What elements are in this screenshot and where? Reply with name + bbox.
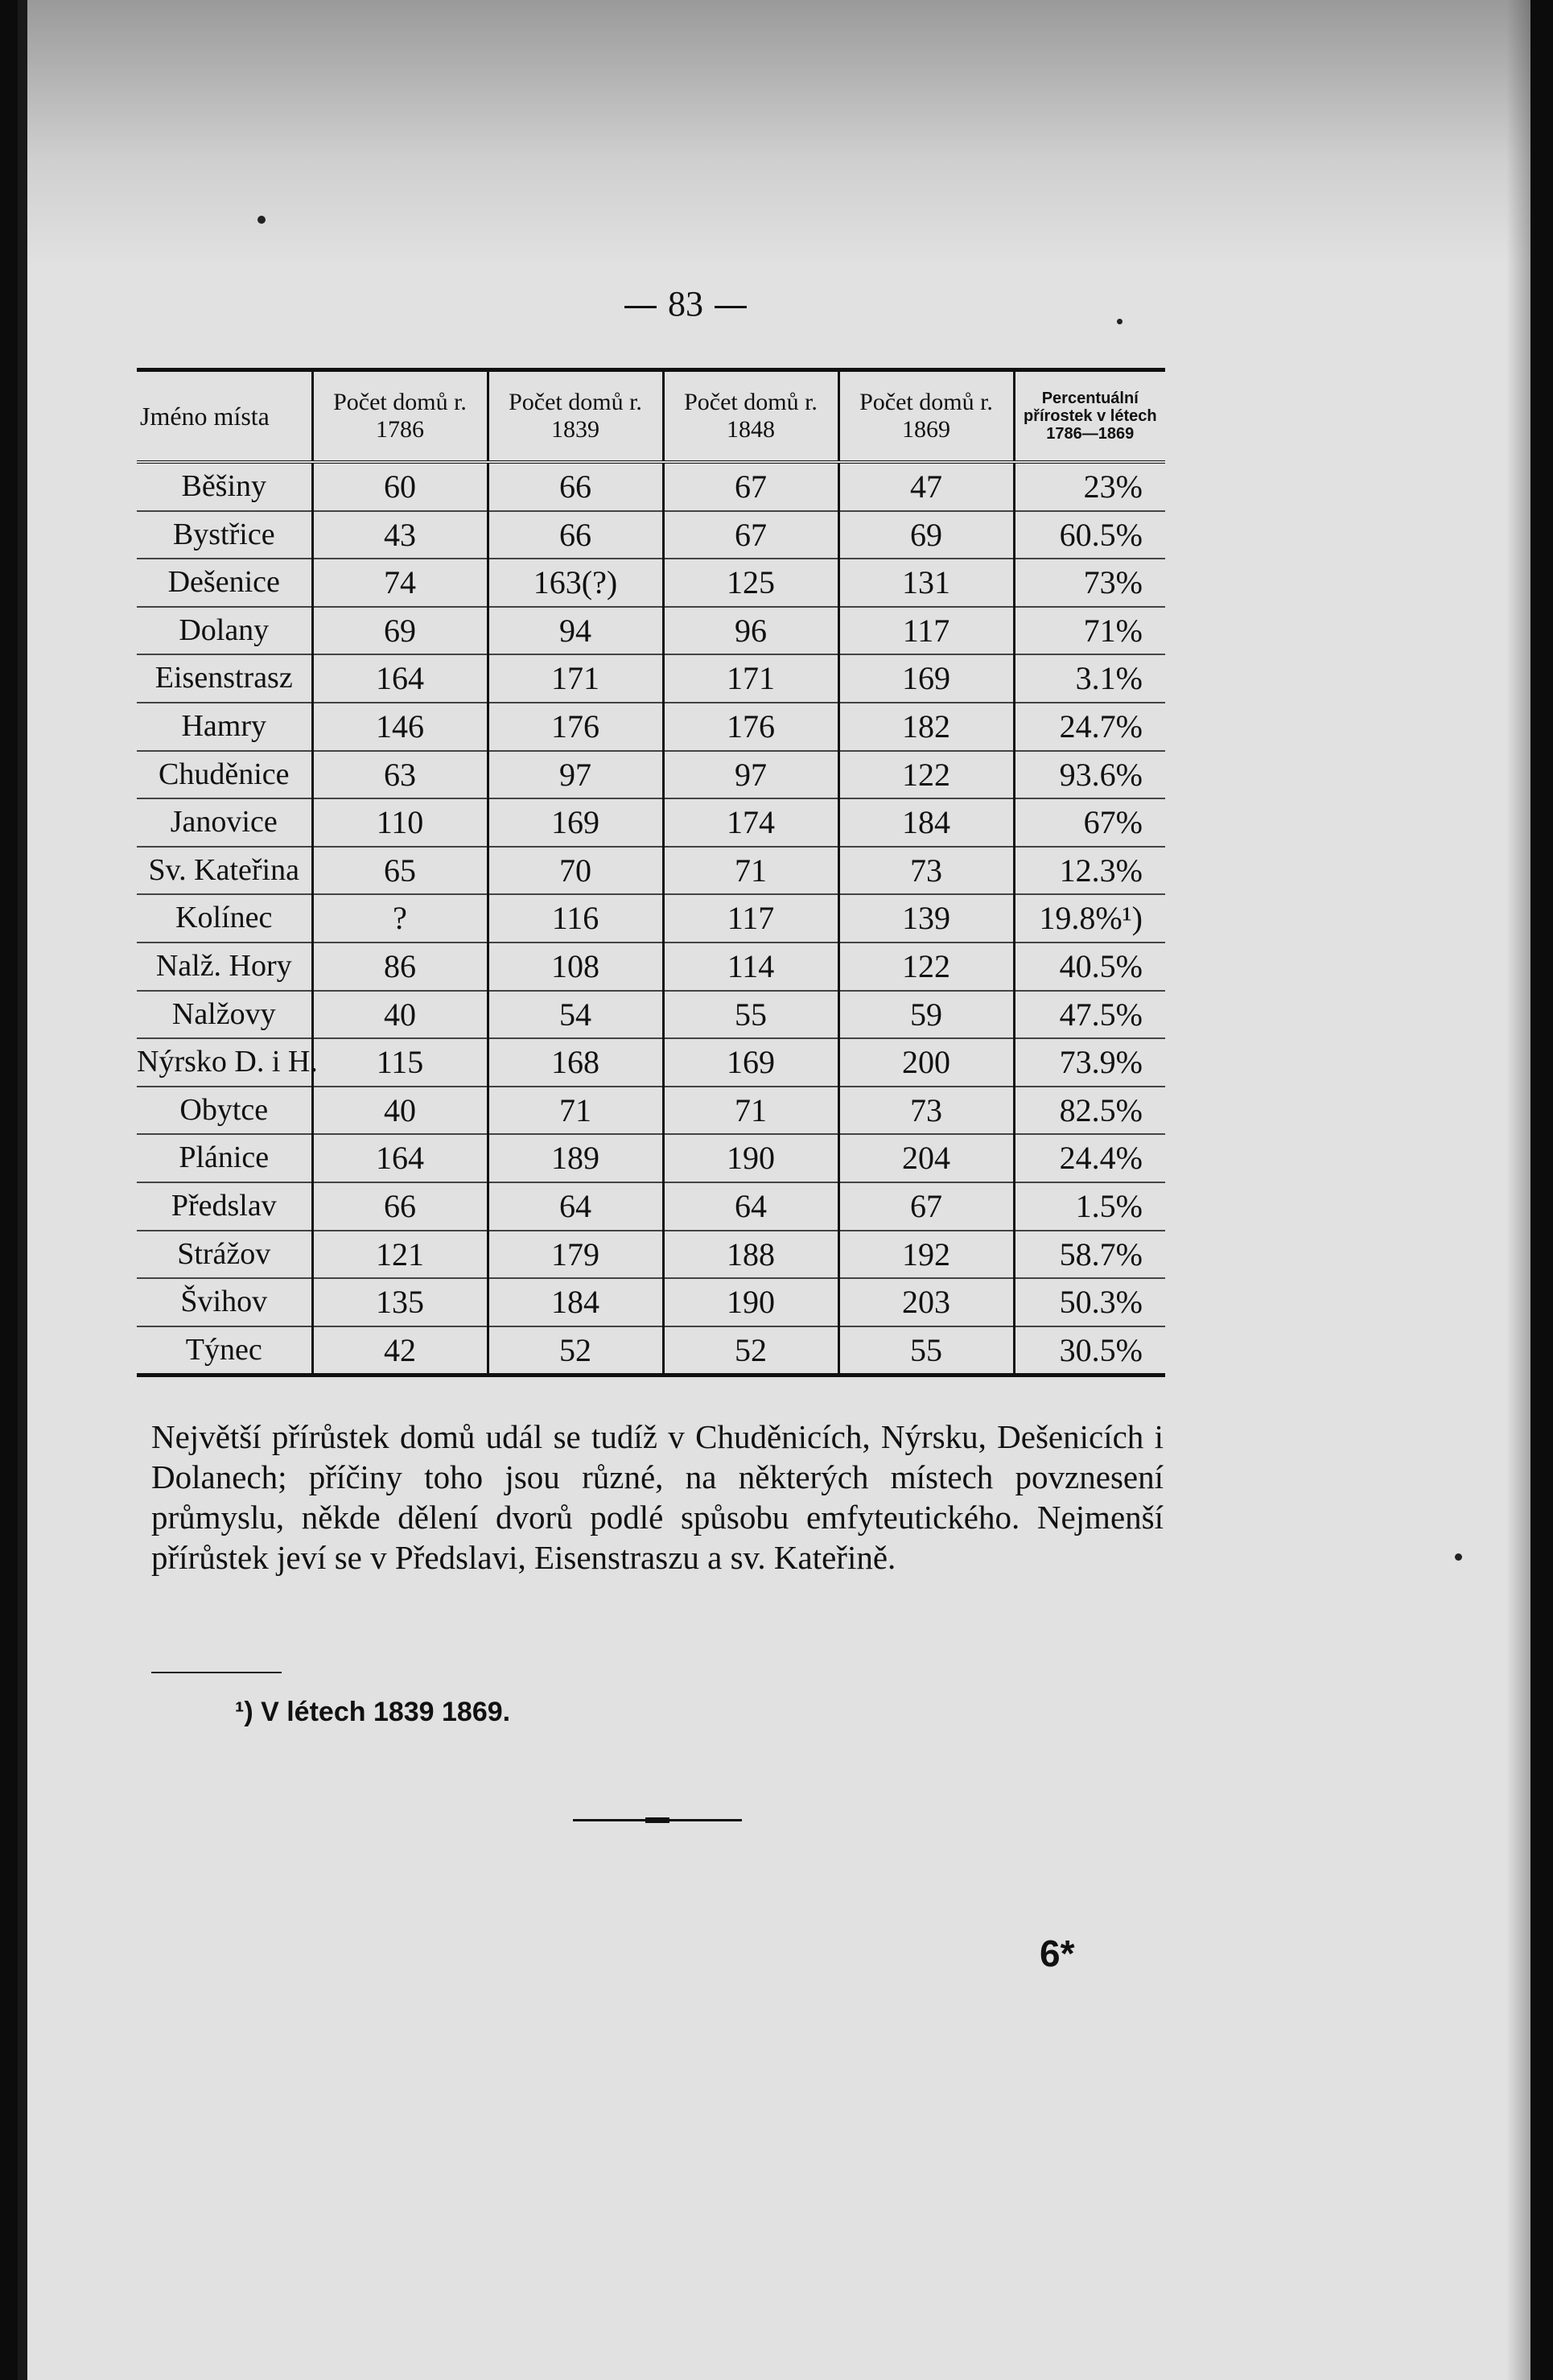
house-count-cell: 42 xyxy=(312,1326,488,1376)
house-count-cell: 146 xyxy=(312,703,488,751)
house-count-cell: 64 xyxy=(488,1182,663,1231)
place-name-cell: Strážov xyxy=(137,1231,312,1279)
page-edge xyxy=(18,0,27,2380)
house-count-cell: 115 xyxy=(312,1038,488,1087)
house-count-cell: 67 xyxy=(838,1182,1014,1231)
table-row xyxy=(137,703,1165,751)
house-count-cell: 52 xyxy=(488,1326,663,1376)
growth-percent-cell: 50.3% xyxy=(1014,1278,1165,1326)
body-paragraph: Největší přírůstek domů udál se tudíž v Chuděnicích, Nýrsku, Dešenicích i Dolanech; příčiny toho jsou různé, na některých místech povznesení průmyslu, někde dělení dvorů podlé spůsobu emfyteutického. Nejmenší přírůstek jeví se v Předslavi, Eisenstraszu a sv. Kateřině. xyxy=(151,1418,1164,1576)
house-count-cell: 66 xyxy=(488,511,663,559)
table-body xyxy=(137,462,1165,1376)
growth-percent-cell: 67% xyxy=(1014,798,1165,847)
place-name-cell: Obytce xyxy=(137,1087,312,1135)
place-name-cell: Švihov xyxy=(137,1278,312,1326)
table-row xyxy=(137,654,1165,703)
table-header-row xyxy=(137,370,1165,463)
growth-percent-cell: 47.5% xyxy=(1014,991,1165,1039)
house-count-cell: 47 xyxy=(838,462,1014,511)
house-count-cell: 174 xyxy=(663,798,838,847)
house-count-cell: 122 xyxy=(838,943,1014,991)
house-count-cell: 139 xyxy=(838,894,1014,943)
page-number xyxy=(581,283,790,324)
house-count-cell: 131 xyxy=(838,559,1014,607)
house-count-cell: 71 xyxy=(488,1087,663,1135)
house-count-cell: 171 xyxy=(663,654,838,703)
footnote-marker: ¹) xyxy=(235,1697,253,1727)
table-row xyxy=(137,943,1165,991)
growth-percent-cell: 23% xyxy=(1014,462,1165,511)
table-row xyxy=(137,1278,1165,1326)
growth-percent-cell: 71% xyxy=(1014,607,1165,655)
table-row xyxy=(137,462,1165,511)
place-name-cell: Týnec xyxy=(185,1332,262,1367)
house-count-cell: 176 xyxy=(488,703,663,751)
house-count-cell: 203 xyxy=(838,1278,1014,1326)
growth-percent-cell: 1.5% xyxy=(1014,1182,1165,1231)
footnote-separator xyxy=(151,1672,282,1673)
house-count-cell: 184 xyxy=(838,798,1014,847)
footnote xyxy=(235,1697,510,1728)
house-count-cell: 164 xyxy=(312,654,488,703)
table-row xyxy=(137,1326,1165,1376)
growth-percent-cell: 30.5% xyxy=(1014,1326,1165,1376)
place-name-cell: Hamry xyxy=(137,703,312,751)
house-count-cell: 71 xyxy=(663,847,838,895)
house-count-cell: 40 xyxy=(312,1087,488,1135)
growth-percent-cell: 73% xyxy=(1014,559,1165,607)
place-name-cell: Sv. Kateřina xyxy=(137,847,312,895)
house-count-cell: ? xyxy=(312,894,488,943)
house-count-cell: 73 xyxy=(838,847,1014,895)
table-row xyxy=(137,1231,1165,1279)
house-count-cell: 55 xyxy=(838,1326,1014,1376)
ink-speck xyxy=(1117,319,1123,324)
growth-percent-cell: 24.4% xyxy=(1014,1134,1165,1182)
growth-percent-cell: 60.5% xyxy=(1014,511,1165,559)
place-name-cell: Eisenstrasz xyxy=(137,654,312,703)
house-count-cell: 184 xyxy=(488,1278,663,1326)
growth-percent-cell: 58.7% xyxy=(1014,1231,1165,1279)
house-count-cell: 52 xyxy=(663,1326,838,1376)
place-name-cell: Běšiny xyxy=(137,462,312,511)
place-name-cell: Nýrsko D. i H. xyxy=(137,1038,312,1087)
table-row xyxy=(137,894,1165,943)
house-count-cell: 179 xyxy=(488,1231,663,1279)
page-sheet xyxy=(18,0,1530,2380)
house-count-cell: 70 xyxy=(488,847,663,895)
house-count-cell: 192 xyxy=(838,1231,1014,1279)
table-row xyxy=(137,1038,1165,1087)
column-header-1786: Počet domů r. 1786 xyxy=(312,370,488,463)
house-count-cell: 64 xyxy=(663,1182,838,1231)
house-count-cell: 96 xyxy=(663,607,838,655)
house-count-cell: 73 xyxy=(838,1087,1014,1135)
place-name-cell: Dešenice xyxy=(137,559,312,607)
house-count-cell: 54 xyxy=(488,991,663,1039)
house-count-cell: 63 xyxy=(312,751,488,799)
house-count-cell: 200 xyxy=(838,1038,1014,1087)
house-count-cell: 74 xyxy=(312,559,488,607)
house-count-cell: 67 xyxy=(663,511,838,559)
table-row xyxy=(137,559,1165,607)
house-count-cell: 163(?) xyxy=(488,559,663,607)
growth-percent-cell: 19.8%¹) xyxy=(1014,894,1165,943)
growth-percent-cell: 3.1% xyxy=(1014,654,1165,703)
column-header-1869: Počet domů r. 1869 xyxy=(838,370,1014,463)
house-count-cell: 110 xyxy=(312,798,488,847)
place-name-cell: Janovice xyxy=(137,798,312,847)
place-name-cell: Nalž. Hory xyxy=(137,943,312,991)
signature-mark: 6* xyxy=(1040,1932,1075,1974)
house-count-cell: 66 xyxy=(312,1182,488,1231)
house-count-cell: 169 xyxy=(838,654,1014,703)
house-count-cell: 204 xyxy=(838,1134,1014,1182)
growth-percent-cell: 12.3% xyxy=(1014,847,1165,895)
house-count-cell: 67 xyxy=(663,462,838,511)
place-name-cell: Chuděnice xyxy=(137,751,312,799)
house-count-cell: 190 xyxy=(663,1278,838,1326)
scan-shadow xyxy=(18,0,1530,266)
house-count-cell: 190 xyxy=(663,1134,838,1182)
column-header-1848: Počet domů r. 1848 xyxy=(663,370,838,463)
house-count-cell: 121 xyxy=(312,1231,488,1279)
house-count-cell: 66 xyxy=(488,462,663,511)
table-row xyxy=(137,798,1165,847)
house-count-cell: 59 xyxy=(838,991,1014,1039)
housing-table xyxy=(137,368,1165,1377)
column-header-name: Jméno místa xyxy=(137,370,312,463)
house-count-cell: 135 xyxy=(312,1278,488,1326)
table-row xyxy=(137,1087,1165,1135)
house-count-cell: 40 xyxy=(312,991,488,1039)
house-count-cell: 117 xyxy=(838,607,1014,655)
house-count-cell: 60 xyxy=(312,462,488,511)
table-row xyxy=(137,1134,1165,1182)
place-name-cell: Předslav xyxy=(137,1182,312,1231)
ink-speck xyxy=(1455,1553,1462,1561)
house-count-cell: 171 xyxy=(488,654,663,703)
place-name-cell: Nalžovy xyxy=(137,991,312,1039)
house-count-cell: 189 xyxy=(488,1134,663,1182)
house-count-cell: 69 xyxy=(312,607,488,655)
table-row xyxy=(137,751,1165,799)
table-row xyxy=(137,847,1165,895)
house-count-cell: 169 xyxy=(663,1038,838,1087)
house-count-cell: 108 xyxy=(488,943,663,991)
place-name-cell: Kolínec xyxy=(137,894,312,943)
growth-percent-cell: 73.9% xyxy=(1014,1038,1165,1087)
column-header-growth: Percentuální přírostek v létech 1786—1869 xyxy=(1014,370,1165,463)
ink-speck xyxy=(257,216,266,224)
house-count-cell: 97 xyxy=(488,751,663,799)
table-row xyxy=(137,511,1165,559)
table-row xyxy=(137,991,1165,1039)
column-header-1839: Počet domů r. 1839 xyxy=(488,370,663,463)
table-row xyxy=(137,607,1165,655)
page-edge-shadow xyxy=(1506,0,1530,2380)
footnote-text: V létech 1839 1869. xyxy=(261,1697,511,1727)
house-count-cell: 65 xyxy=(312,847,488,895)
place-name-cell: Bystřice xyxy=(137,511,312,559)
table-row xyxy=(137,1182,1165,1231)
place-name-cell: Plánice xyxy=(137,1134,312,1182)
house-count-cell: 125 xyxy=(663,559,838,607)
growth-percent-cell: 93.6% xyxy=(1014,751,1165,799)
house-count-cell: 114 xyxy=(663,943,838,991)
house-count-cell: 117 xyxy=(663,894,838,943)
growth-percent-cell: 82.5% xyxy=(1014,1087,1165,1135)
house-count-cell: 164 xyxy=(312,1134,488,1182)
house-count-cell: 176 xyxy=(663,703,838,751)
house-count-cell: 116 xyxy=(488,894,663,943)
house-count-cell: 122 xyxy=(838,751,1014,799)
growth-percent-cell: 40.5% xyxy=(1014,943,1165,991)
house-count-cell: 169 xyxy=(488,798,663,847)
place-name-cell: Dolany xyxy=(137,607,312,655)
house-count-cell: 86 xyxy=(312,943,488,991)
house-count-cell: 71 xyxy=(663,1087,838,1135)
house-count-cell: 188 xyxy=(663,1231,838,1279)
house-count-cell: 55 xyxy=(663,991,838,1039)
house-count-cell: 182 xyxy=(838,703,1014,751)
house-count-cell: 97 xyxy=(663,751,838,799)
house-count-cell: 43 xyxy=(312,511,488,559)
end-rule xyxy=(573,1819,742,1821)
house-count-cell: 69 xyxy=(838,511,1014,559)
house-count-cell: 94 xyxy=(488,607,663,655)
house-count-cell: 168 xyxy=(488,1038,663,1087)
growth-percent-cell: 24.7% xyxy=(1014,703,1165,751)
page-number-text: 83 xyxy=(668,284,703,324)
